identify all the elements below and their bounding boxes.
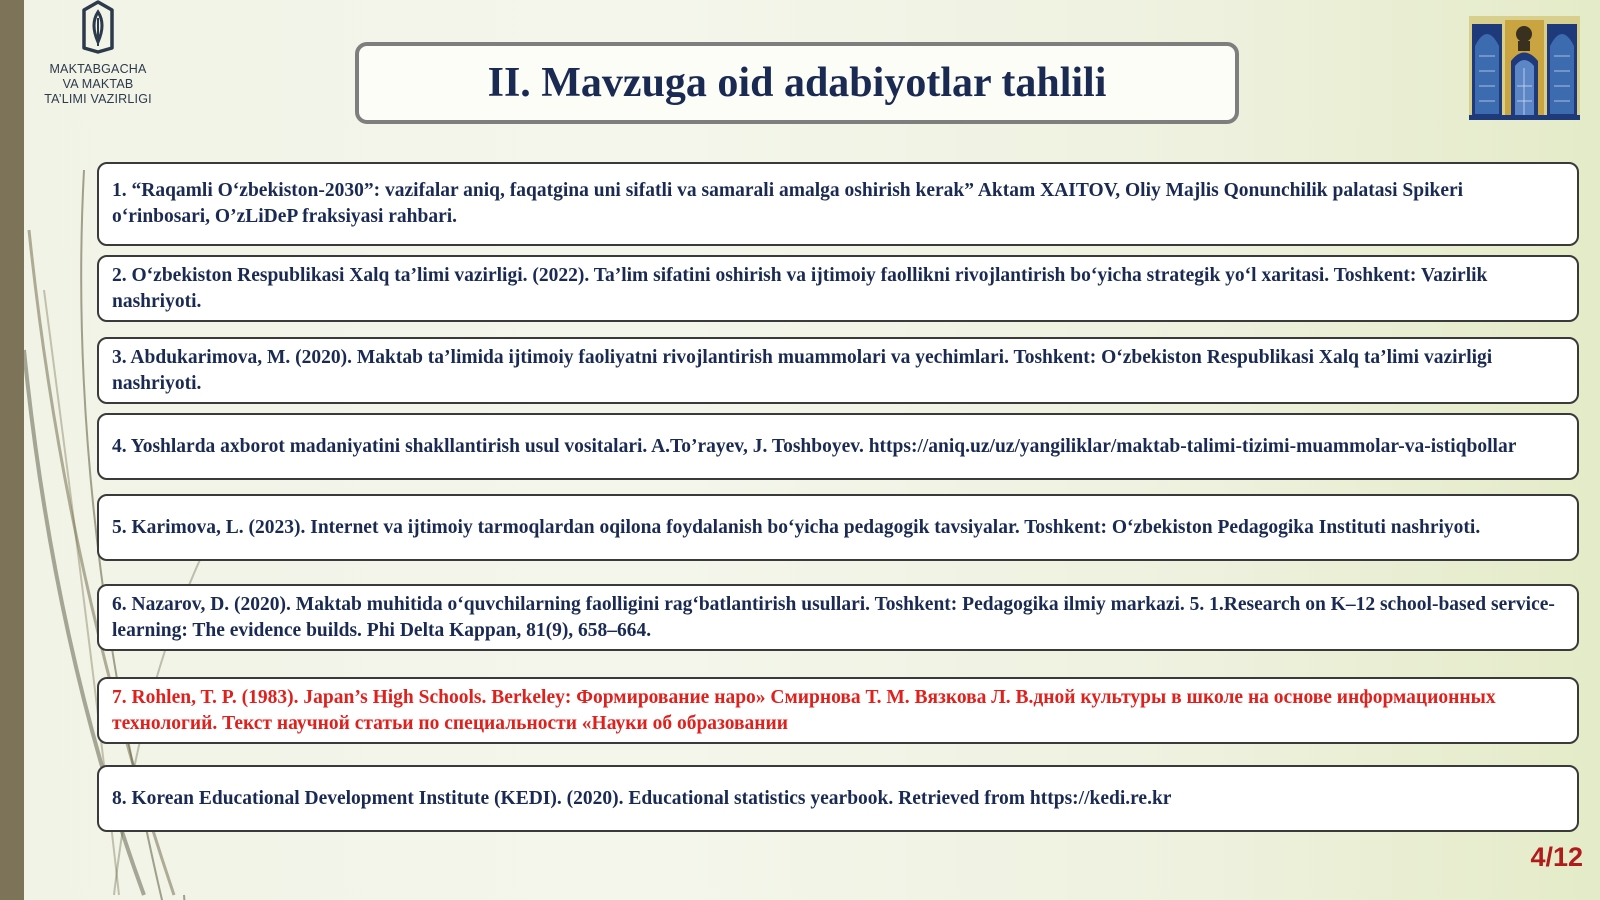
- reference-item-5: [97, 494, 1579, 561]
- reference-text: 8. Korean Educational Development Institute (KEDI). (2020). Educational statistics yearbook. Retrieved from https://kedi.re.kr: [112, 787, 1172, 809]
- logo-line-3: TA’LIMI VAZIRLIGI: [44, 92, 152, 106]
- reference-text: 6. Nazarov, D. (2020). Maktab muhitida o‘quvchilarning faolligini rag‘batlantirish usullari. Toshkent: Pedagogika ilmiy markazi. 5. 1.Research on K–12 school-based service-learning: The evidence builds. Phi Delta Kappan, 81(9), 658–664.: [112, 593, 1555, 641]
- reference-text: 1. “Raqamli O‘zbekiston-2030”: vazifalar aniq, faqatgina uni sifatli va samarali amalga oshirish kerak” Aktam XAITOV, Oliy Majlis Qonunchilik palatasi Spikeri o‘rinbosari, O’zLiDeP fraksiyasi rahbari.: [112, 180, 1464, 227]
- page-number: 4/12: [1530, 842, 1583, 872]
- reference-item-8: [97, 765, 1579, 832]
- logo-line-2: VA MAKTAB: [62, 77, 134, 91]
- reference-text: 2. O‘zbekiston Respublikasi Xalq ta’limi vazirligi. (2022). Ta’lim sifatini oshirish va ijtimoiy faollikni rivojlantirish bo‘yicha strategik yo‘l xaritasi. Toshkent: Vazirlik nashriyoti.: [112, 264, 1488, 312]
- reference-text: 5. Karimova, L. (2023). Internet va ijtimoiy tarmoqlardan oqilona foydalanish bo‘yicha pedagogik tavsiyalar. Toshkent: O‘zbekiston Pedagogika Instituti nashriyoti.: [112, 516, 1481, 538]
- reference-item-3: [97, 337, 1579, 404]
- logo-line-1: MAKTABGACHA: [49, 62, 147, 76]
- reference-item-6: [97, 584, 1579, 651]
- reference-item-4: [97, 413, 1579, 480]
- reference-item-7: [97, 677, 1579, 744]
- reference-text: 3. Abdukarimova, M. (2020). Maktab ta’limida ijtimoiy faoliyatni rivojlantirish muammolari va yechimlari. Toshkent: O‘zbekiston Respublikasi Xalq ta’limi vazirligi nashriyoti.: [112, 346, 1493, 394]
- title-box: [355, 42, 1239, 124]
- book-leaf-icon: [76, 0, 120, 54]
- reference-text: 4. Yoshlarda axborot madaniyatini shakllantirish usul vositalari. A.To’rayev, J. Toshboyev. https://aniq.uz/uz/yangiliklar/maktab-talimi-tizimi-muammolar-va-istiqbollar: [112, 435, 1517, 457]
- reference-item-2: [97, 255, 1579, 322]
- reference-text: 7. Rohlen, T. P. (1983). Japan’s High Schools. Berkeley: Формирование наро» Смирнова Т. М. Вязкова Л. В.дной культуры в школе на основе информационных технологий. Текст научной статьи по специальности «Науки об образовании: [112, 686, 1496, 734]
- left-decorative-band: [0, 0, 24, 900]
- university-building-emblem: [1469, 16, 1580, 120]
- slide-title: II. Mavzuga oid adabiyotlar tahlili: [487, 60, 1107, 106]
- ministry-logo: [36, 0, 160, 115]
- reference-item-1: [97, 162, 1579, 246]
